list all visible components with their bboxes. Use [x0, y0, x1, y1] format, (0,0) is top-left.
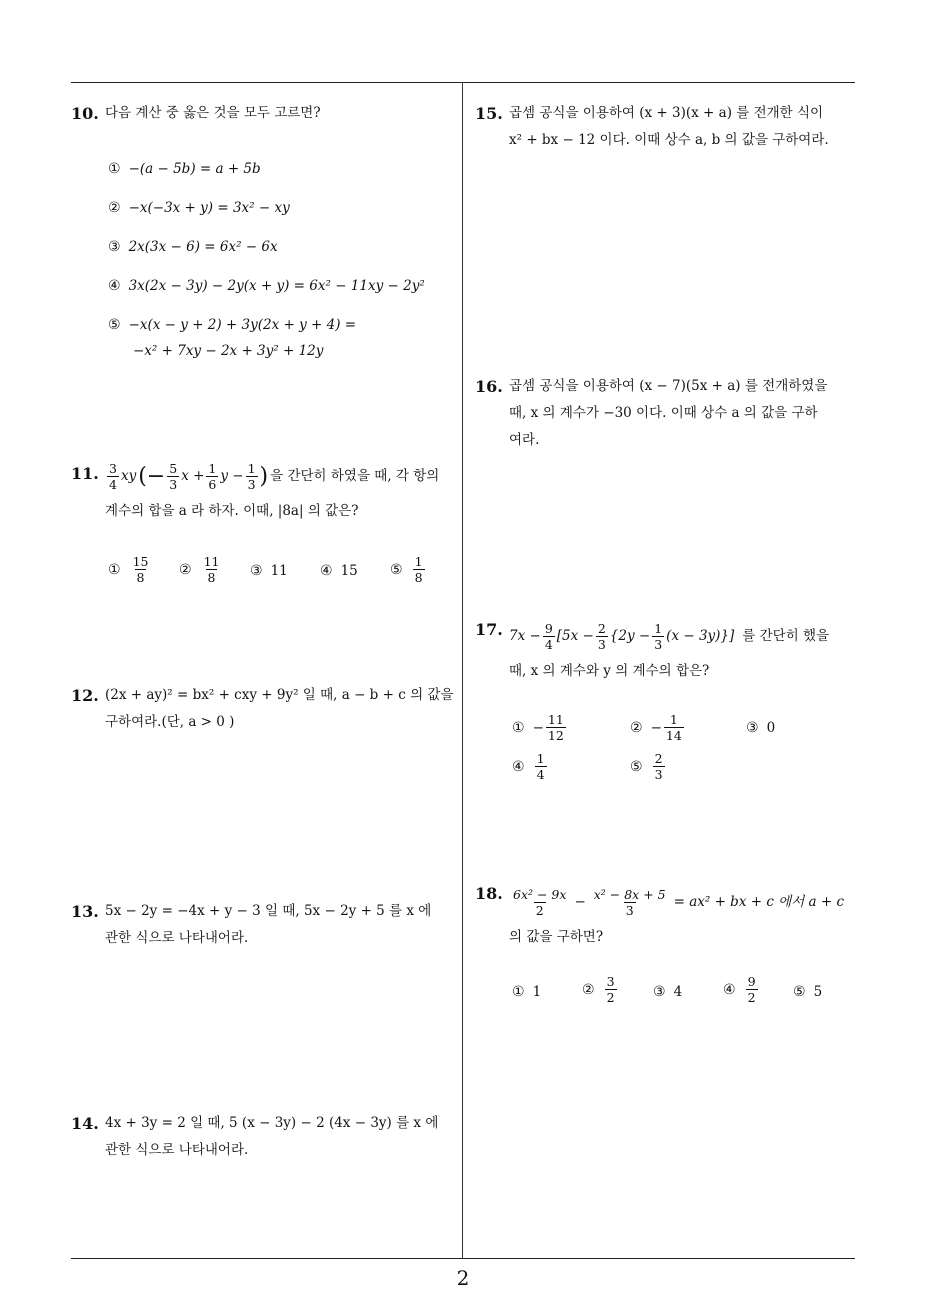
q17-option-4[interactable]: ④ $\frac{1}{4}$	[512, 751, 545, 782]
question-16	[475, 373, 860, 454]
question-text: 때, x 의 계수가 −30 이다. 이때 상수 a 의 값을 구하	[509, 405, 818, 421]
question-number: 11.	[71, 464, 99, 483]
question-text: 곱셈 공식을 이용하여 (x + 3)(x + a) 를 전개한 식이	[509, 105, 824, 121]
question-text: 구하여라.(단, a > 0 )	[105, 714, 235, 730]
q18-option-3[interactable]: ③ 4	[653, 984, 683, 1000]
q18-option-1[interactable]: ① 1	[512, 984, 542, 1000]
question-15	[475, 100, 860, 154]
fraction: $\frac{1}{3}$	[654, 620, 663, 652]
q10-option-2[interactable]: ② −x(−3x + y) = 3x² − xy	[108, 200, 290, 216]
q18-option-2[interactable]: ② $\frac{3}{2}$	[582, 974, 615, 1005]
fraction: $\frac{\text{x² − 8x + 5}}{3}$	[593, 886, 666, 918]
q18-option-4[interactable]: ④ $\frac{9}{2}$	[723, 974, 756, 1005]
column-divider	[462, 82, 463, 1258]
bottom-rule	[71, 1258, 855, 1259]
q10-option-5[interactable]: ⑤ −x(x − y + 2) + 3y(2x + y + 4) =	[108, 317, 357, 333]
question-text: 다음 계산 중 옳은 것을 모두 고르면?	[105, 105, 321, 121]
q17-option-5[interactable]: ⑤ $\frac{2}{3}$	[630, 751, 663, 782]
question-18: 18. $\frac{\text{6x² − 9x}}{2}$ − $\frac{\text{x² − 8x + 5}}{3}$ = ax² + bx + c 에서 a + c 의 값을 구하면?	[475, 880, 860, 951]
fraction: $\frac{3}{4}$	[109, 460, 117, 492]
q17-option-2[interactable]: ② − $\frac{1}{14}$	[630, 712, 682, 743]
question-13	[71, 898, 461, 952]
q18-option-5[interactable]: ⑤ 5	[793, 984, 823, 1000]
q11-option-1[interactable]: ① $\frac{15}{8}$	[108, 554, 149, 585]
question-number: 16.	[475, 377, 503, 396]
q11-option-4[interactable]: ④ 15	[320, 563, 358, 579]
q10-option-3[interactable]: ③ 2x(3x − 6) = 6x² − 6x	[108, 239, 278, 255]
question-text: 곱셈 공식을 이용하여 (x − 7)(5x + a) 를 전개하였을	[509, 378, 828, 394]
page-number: 2	[456, 1266, 470, 1290]
q10-option-4[interactable]: ④ 3x(2x − 3y) − 2y(x + y) = 6x² − 11xy − 2y²	[108, 278, 425, 294]
q11-option-5[interactable]: ⑤ $\frac{1}{8}$	[390, 554, 423, 585]
question-text: 관한 식으로 나타내어라.	[105, 1142, 249, 1158]
top-rule	[71, 82, 855, 83]
question-text: (2x + ay)² = bx² + cxy + 9y² 일 때, a − b + c 의 값을	[105, 687, 454, 703]
fraction: $\frac{\text{6x² − 9x}}{2}$	[513, 886, 567, 918]
q10-option-1[interactable]: ① −(a − 5b) = a + 5b	[108, 161, 261, 177]
question-17: 17. 7x − $\frac{9}{4}$ [5x − $\frac{2}{3}$ {2y − $\frac{1}{3}$ (x − 3y)}] 를 간단히 했을 때, x 의 계수와 y 의 계수의 합은?	[475, 616, 860, 685]
q17-option-3[interactable]: ③ 0	[746, 720, 776, 736]
fraction: $\frac{9}{4}$	[544, 620, 553, 652]
fraction: $\frac{1}{3}$	[247, 460, 256, 492]
question-11: 11. $\frac{3}{4}$ xy (− $\frac{5}{3}$ x + $\frac{1}{6}$ y − $\frac{1}{3}$ ) 을 간단히 하였을 때, 각 항의 계수의 합을 a 라 하자. 이때, |8a| 의 값은?	[71, 460, 440, 519]
question-number: 17.	[475, 620, 503, 639]
question-number: 15.	[475, 104, 503, 123]
question-number: 10.	[71, 104, 99, 123]
question-number: 14.	[71, 1114, 99, 1133]
q17-option-1[interactable]: ① − $\frac{11}{12}$	[512, 712, 564, 743]
question-number: 18.	[475, 884, 503, 903]
question-text: 5x − 2y = −4x + y − 3 일 때, 5x − 2y + 5 를 x 에	[105, 903, 432, 919]
question-14	[71, 1110, 461, 1164]
fraction: $\frac{1}{6}$	[208, 460, 217, 492]
question-10	[71, 100, 456, 127]
question-text: 여라.	[509, 432, 540, 448]
q11-option-2[interactable]: ② $\frac{11}{8}$	[179, 554, 220, 585]
question-number: 12.	[71, 686, 99, 705]
q11-option-3[interactable]: ③ 11	[250, 563, 288, 579]
fraction: $\frac{2}{3}$	[597, 620, 606, 652]
question-text: x² + bx − 12 이다. 이때 상수 a, b 의 값을 구하여라.	[509, 132, 829, 148]
question-text: 관한 식으로 나타내어라.	[105, 930, 249, 946]
q10-option-5-cont: −x² + 7xy − 2x + 3y² + 12y	[133, 343, 324, 359]
fraction: $\frac{5}{3}$	[169, 460, 178, 492]
question-12	[71, 682, 461, 736]
question-text: 4x + 3y = 2 일 때, 5 (x − 3y) − 2 (4x − 3y) 를 x 에	[105, 1115, 439, 1131]
question-number: 13.	[71, 902, 99, 921]
